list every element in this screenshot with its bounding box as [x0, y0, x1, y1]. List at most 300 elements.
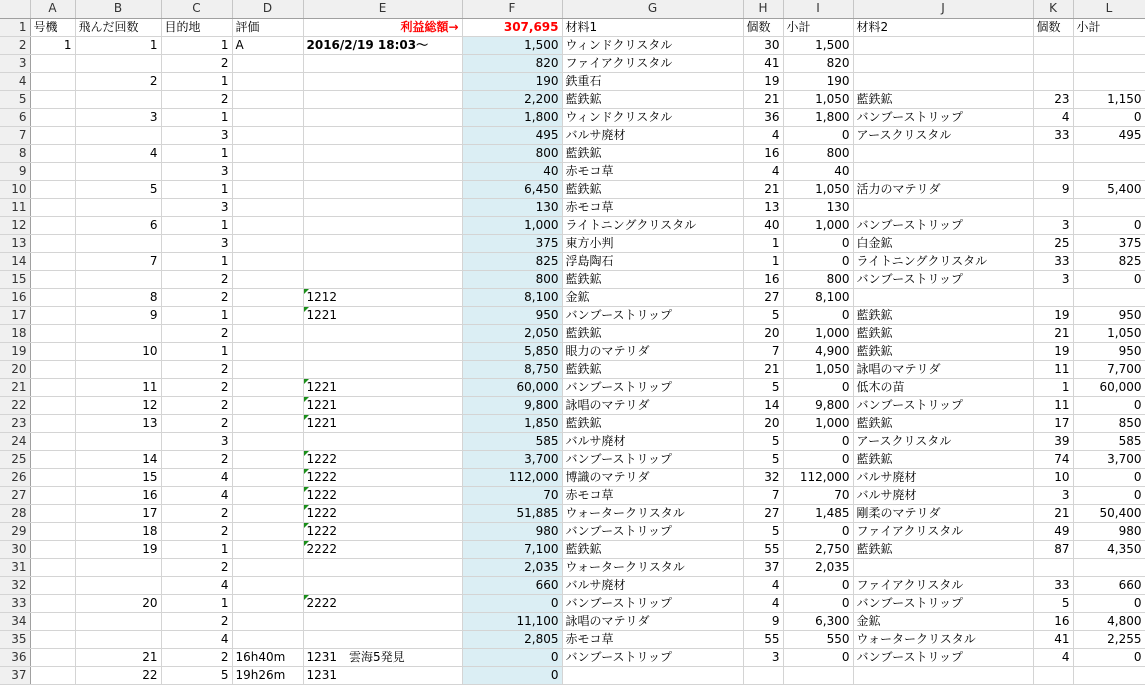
- cell-h24[interactable]: 5: [743, 432, 783, 450]
- cell-c4[interactable]: 1: [161, 72, 232, 90]
- row-header[interactable]: 34: [0, 612, 30, 630]
- cell-b27[interactable]: 16: [75, 486, 161, 504]
- cell-f28[interactable]: 51,885: [462, 504, 562, 522]
- cell-e34[interactable]: [303, 612, 462, 630]
- cell-b4[interactable]: 2: [75, 72, 161, 90]
- cell-j24[interactable]: アースクリスタル: [853, 432, 1033, 450]
- cell-e6[interactable]: [303, 108, 462, 126]
- cell-g31[interactable]: ウォータークリスタル: [562, 558, 743, 576]
- cell-f31[interactable]: 2,035: [462, 558, 562, 576]
- cell-c32[interactable]: 4: [161, 576, 232, 594]
- cell-c12[interactable]: 1: [161, 216, 232, 234]
- cell-f19[interactable]: 5,850: [462, 342, 562, 360]
- cell-d24[interactable]: [232, 432, 303, 450]
- cell-c17[interactable]: 1: [161, 306, 232, 324]
- cell-b20[interactable]: [75, 360, 161, 378]
- cell-l16[interactable]: [1073, 288, 1145, 306]
- cell-l9[interactable]: [1073, 162, 1145, 180]
- cell-i15[interactable]: 800: [783, 270, 853, 288]
- cell-k32[interactable]: 33: [1033, 576, 1073, 594]
- column-header-d[interactable]: D: [232, 0, 303, 18]
- cell-j28[interactable]: 剛柔のマテリダ: [853, 504, 1033, 522]
- cell-a19[interactable]: [30, 342, 75, 360]
- cell-c1[interactable]: 目的地: [161, 18, 232, 36]
- cell-b9[interactable]: [75, 162, 161, 180]
- cell-d28[interactable]: [232, 504, 303, 522]
- cell-h16[interactable]: 27: [743, 288, 783, 306]
- cell-g6[interactable]: ウィンドクリスタル: [562, 108, 743, 126]
- cell-j17[interactable]: 藍鉄鉱: [853, 306, 1033, 324]
- cell-d23[interactable]: [232, 414, 303, 432]
- cell-k3[interactable]: [1033, 54, 1073, 72]
- cell-l18[interactable]: 1,050: [1073, 324, 1145, 342]
- cell-i21[interactable]: 0: [783, 378, 853, 396]
- cell-b10[interactable]: 5: [75, 180, 161, 198]
- cell-k13[interactable]: 25: [1033, 234, 1073, 252]
- cell-d11[interactable]: [232, 198, 303, 216]
- cell-l15[interactable]: 0: [1073, 270, 1145, 288]
- cell-l14[interactable]: 825: [1073, 252, 1145, 270]
- row-header[interactable]: 11: [0, 198, 30, 216]
- cell-e9[interactable]: [303, 162, 462, 180]
- cell-f5[interactable]: 2,200: [462, 90, 562, 108]
- cell-h15[interactable]: 16: [743, 270, 783, 288]
- cell-j30[interactable]: 藍鉄鉱: [853, 540, 1033, 558]
- cell-e31[interactable]: [303, 558, 462, 576]
- cell-i22[interactable]: 9,800: [783, 396, 853, 414]
- cell-h32[interactable]: 4: [743, 576, 783, 594]
- cell-i9[interactable]: 40: [783, 162, 853, 180]
- cell-f32[interactable]: 660: [462, 576, 562, 594]
- cell-i27[interactable]: 70: [783, 486, 853, 504]
- cell-h11[interactable]: 13: [743, 198, 783, 216]
- row-header[interactable]: 7: [0, 126, 30, 144]
- cell-l32[interactable]: 660: [1073, 576, 1145, 594]
- cell-f1[interactable]: 307,695: [462, 18, 562, 36]
- cell-e7[interactable]: [303, 126, 462, 144]
- cell-g1[interactable]: 材料1: [562, 18, 743, 36]
- cell-a12[interactable]: [30, 216, 75, 234]
- cell-e13[interactable]: [303, 234, 462, 252]
- cell-i20[interactable]: 1,050: [783, 360, 853, 378]
- cell-f26[interactable]: 112,000: [462, 468, 562, 486]
- cell-h4[interactable]: 19: [743, 72, 783, 90]
- cell-j8[interactable]: [853, 144, 1033, 162]
- row-header[interactable]: 30: [0, 540, 30, 558]
- cell-c24[interactable]: 3: [161, 432, 232, 450]
- cell-g27[interactable]: 赤モコ草: [562, 486, 743, 504]
- cell-j19[interactable]: 藍鉄鉱: [853, 342, 1033, 360]
- cell-f29[interactable]: 980: [462, 522, 562, 540]
- cell-c6[interactable]: 1: [161, 108, 232, 126]
- cell-i2[interactable]: 1,500: [783, 36, 853, 54]
- cell-l33[interactable]: 0: [1073, 594, 1145, 612]
- column-header-i[interactable]: I: [783, 0, 853, 18]
- column-header-l[interactable]: L: [1073, 0, 1145, 18]
- cell-l2[interactable]: [1073, 36, 1145, 54]
- cell-a6[interactable]: [30, 108, 75, 126]
- cell-a16[interactable]: [30, 288, 75, 306]
- cell-d17[interactable]: [232, 306, 303, 324]
- row-header[interactable]: 14: [0, 252, 30, 270]
- cell-c34[interactable]: 2: [161, 612, 232, 630]
- cell-i35[interactable]: 550: [783, 630, 853, 648]
- row-header[interactable]: 1: [0, 18, 30, 36]
- cell-a35[interactable]: [30, 630, 75, 648]
- cell-d26[interactable]: [232, 468, 303, 486]
- cell-l31[interactable]: [1073, 558, 1145, 576]
- column-header-c[interactable]: C: [161, 0, 232, 18]
- cell-d3[interactable]: [232, 54, 303, 72]
- cell-e19[interactable]: [303, 342, 462, 360]
- cell-a2[interactable]: 1: [30, 36, 75, 54]
- cell-k22[interactable]: 11: [1033, 396, 1073, 414]
- cell-c19[interactable]: 1: [161, 342, 232, 360]
- cell-b5[interactable]: [75, 90, 161, 108]
- cell-b23[interactable]: 13: [75, 414, 161, 432]
- cell-h29[interactable]: 5: [743, 522, 783, 540]
- cell-h3[interactable]: 41: [743, 54, 783, 72]
- cell-i13[interactable]: 0: [783, 234, 853, 252]
- cell-b11[interactable]: [75, 198, 161, 216]
- cell-j32[interactable]: ファイアクリスタル: [853, 576, 1033, 594]
- row-header[interactable]: 17: [0, 306, 30, 324]
- cell-e23[interactable]: 1221: [303, 414, 462, 432]
- cell-j13[interactable]: 白金鉱: [853, 234, 1033, 252]
- cell-j7[interactable]: アースクリスタル: [853, 126, 1033, 144]
- cell-i23[interactable]: 1,000: [783, 414, 853, 432]
- cell-g5[interactable]: 藍鉄鉱: [562, 90, 743, 108]
- cell-j11[interactable]: [853, 198, 1033, 216]
- cell-i28[interactable]: 1,485: [783, 504, 853, 522]
- cell-k27[interactable]: 3: [1033, 486, 1073, 504]
- column-header-a[interactable]: A: [30, 0, 75, 18]
- cell-i10[interactable]: 1,050: [783, 180, 853, 198]
- cell-c25[interactable]: 2: [161, 450, 232, 468]
- cell-l22[interactable]: 0: [1073, 396, 1145, 414]
- cell-j35[interactable]: ウォータークリスタル: [853, 630, 1033, 648]
- cell-h27[interactable]: 7: [743, 486, 783, 504]
- cell-b22[interactable]: 12: [75, 396, 161, 414]
- cell-d34[interactable]: [232, 612, 303, 630]
- row-header[interactable]: 33: [0, 594, 30, 612]
- cell-l28[interactable]: 50,400: [1073, 504, 1145, 522]
- cell-i8[interactable]: 800: [783, 144, 853, 162]
- cell-f6[interactable]: 1,800: [462, 108, 562, 126]
- cell-e37[interactable]: 1231: [303, 666, 462, 684]
- cell-h6[interactable]: 36: [743, 108, 783, 126]
- cell-b3[interactable]: [75, 54, 161, 72]
- cell-k26[interactable]: 10: [1033, 468, 1073, 486]
- cell-f22[interactable]: 9,800: [462, 396, 562, 414]
- cell-g34[interactable]: 詠唱のマテリダ: [562, 612, 743, 630]
- cell-c8[interactable]: 1: [161, 144, 232, 162]
- cell-h19[interactable]: 7: [743, 342, 783, 360]
- cell-g2[interactable]: ウィンドクリスタル: [562, 36, 743, 54]
- select-all-corner[interactable]: [0, 0, 30, 18]
- cell-c29[interactable]: 2: [161, 522, 232, 540]
- cell-g32[interactable]: バルサ廃材: [562, 576, 743, 594]
- cell-g30[interactable]: 藍鉄鉱: [562, 540, 743, 558]
- cell-i37[interactable]: [783, 666, 853, 684]
- cell-e32[interactable]: [303, 576, 462, 594]
- cell-b35[interactable]: [75, 630, 161, 648]
- cell-g3[interactable]: ファイアクリスタル: [562, 54, 743, 72]
- cell-j21[interactable]: 低木の苗: [853, 378, 1033, 396]
- cell-c30[interactable]: 1: [161, 540, 232, 558]
- cell-l36[interactable]: 0: [1073, 648, 1145, 666]
- column-header-e[interactable]: E: [303, 0, 462, 18]
- cell-c11[interactable]: 3: [161, 198, 232, 216]
- cell-d37[interactable]: 19h26m: [232, 666, 303, 684]
- row-header[interactable]: 37: [0, 666, 30, 684]
- cell-g37[interactable]: [562, 666, 743, 684]
- cell-e27[interactable]: 1222: [303, 486, 462, 504]
- cell-g7[interactable]: バルサ廃材: [562, 126, 743, 144]
- cell-l35[interactable]: 2,255: [1073, 630, 1145, 648]
- cell-h30[interactable]: 55: [743, 540, 783, 558]
- cell-f27[interactable]: 70: [462, 486, 562, 504]
- cell-g28[interactable]: ウォータークリスタル: [562, 504, 743, 522]
- cell-c10[interactable]: 1: [161, 180, 232, 198]
- cell-c33[interactable]: 1: [161, 594, 232, 612]
- cell-k10[interactable]: 9: [1033, 180, 1073, 198]
- cell-k35[interactable]: 41: [1033, 630, 1073, 648]
- cell-l24[interactable]: 585: [1073, 432, 1145, 450]
- cell-a1[interactable]: 号機: [30, 18, 75, 36]
- cell-h35[interactable]: 55: [743, 630, 783, 648]
- cell-l27[interactable]: 0: [1073, 486, 1145, 504]
- cell-c26[interactable]: 4: [161, 468, 232, 486]
- cell-f17[interactable]: 950: [462, 306, 562, 324]
- cell-j33[interactable]: バンブーストリップ: [853, 594, 1033, 612]
- row-header[interactable]: 12: [0, 216, 30, 234]
- cell-j6[interactable]: バンブーストリップ: [853, 108, 1033, 126]
- row-header[interactable]: 23: [0, 414, 30, 432]
- cell-g11[interactable]: 赤モコ草: [562, 198, 743, 216]
- cell-k25[interactable]: 74: [1033, 450, 1073, 468]
- cell-b12[interactable]: 6: [75, 216, 161, 234]
- cell-c3[interactable]: 2: [161, 54, 232, 72]
- cell-b8[interactable]: 4: [75, 144, 161, 162]
- row-header[interactable]: 16: [0, 288, 30, 306]
- column-header-b[interactable]: B: [75, 0, 161, 18]
- cell-i31[interactable]: 2,035: [783, 558, 853, 576]
- cell-b29[interactable]: 18: [75, 522, 161, 540]
- cell-k29[interactable]: 49: [1033, 522, 1073, 540]
- cell-e14[interactable]: [303, 252, 462, 270]
- cell-c35[interactable]: 4: [161, 630, 232, 648]
- cell-i16[interactable]: 8,100: [783, 288, 853, 306]
- cell-k16[interactable]: [1033, 288, 1073, 306]
- row-header[interactable]: 31: [0, 558, 30, 576]
- cell-k19[interactable]: 19: [1033, 342, 1073, 360]
- cell-c5[interactable]: 2: [161, 90, 232, 108]
- cell-g19[interactable]: 眼力のマテリダ: [562, 342, 743, 360]
- cell-e18[interactable]: [303, 324, 462, 342]
- cell-a8[interactable]: [30, 144, 75, 162]
- cell-a36[interactable]: [30, 648, 75, 666]
- cell-e33[interactable]: 2222: [303, 594, 462, 612]
- cell-d27[interactable]: [232, 486, 303, 504]
- cell-h1[interactable]: 個数: [743, 18, 783, 36]
- cell-f36[interactable]: 0: [462, 648, 562, 666]
- cell-k14[interactable]: 33: [1033, 252, 1073, 270]
- row-header[interactable]: 9: [0, 162, 30, 180]
- cell-i4[interactable]: 190: [783, 72, 853, 90]
- cell-f18[interactable]: 2,050: [462, 324, 562, 342]
- cell-k8[interactable]: [1033, 144, 1073, 162]
- cell-k31[interactable]: [1033, 558, 1073, 576]
- cell-k37[interactable]: [1033, 666, 1073, 684]
- cell-c21[interactable]: 2: [161, 378, 232, 396]
- cell-a28[interactable]: [30, 504, 75, 522]
- cell-a21[interactable]: [30, 378, 75, 396]
- cell-j20[interactable]: 詠唱のマテリダ: [853, 360, 1033, 378]
- cell-d10[interactable]: [232, 180, 303, 198]
- cell-l5[interactable]: 1,150: [1073, 90, 1145, 108]
- cell-e36[interactable]: 1231 雲海5発見: [303, 648, 462, 666]
- row-header[interactable]: 13: [0, 234, 30, 252]
- cell-d35[interactable]: [232, 630, 303, 648]
- cell-j12[interactable]: バンブーストリップ: [853, 216, 1033, 234]
- cell-k18[interactable]: 21: [1033, 324, 1073, 342]
- cell-e22[interactable]: 1221: [303, 396, 462, 414]
- column-header-f[interactable]: F: [462, 0, 562, 18]
- cell-g12[interactable]: ライトニングクリスタル: [562, 216, 743, 234]
- cell-g24[interactable]: バルサ廃材: [562, 432, 743, 450]
- cell-k23[interactable]: 17: [1033, 414, 1073, 432]
- cell-a7[interactable]: [30, 126, 75, 144]
- cell-d14[interactable]: [232, 252, 303, 270]
- cell-a18[interactable]: [30, 324, 75, 342]
- cell-l34[interactable]: 4,800: [1073, 612, 1145, 630]
- cell-f9[interactable]: 40: [462, 162, 562, 180]
- cell-d36[interactable]: 16h40m: [232, 648, 303, 666]
- cell-e21[interactable]: 1221: [303, 378, 462, 396]
- cell-f30[interactable]: 7,100: [462, 540, 562, 558]
- cell-d8[interactable]: [232, 144, 303, 162]
- cell-f11[interactable]: 130: [462, 198, 562, 216]
- cell-l11[interactable]: [1073, 198, 1145, 216]
- cell-j5[interactable]: 藍鉄鉱: [853, 90, 1033, 108]
- cell-e3[interactable]: [303, 54, 462, 72]
- cell-f10[interactable]: 6,450: [462, 180, 562, 198]
- row-header[interactable]: 2: [0, 36, 30, 54]
- row-header[interactable]: 28: [0, 504, 30, 522]
- cell-d19[interactable]: [232, 342, 303, 360]
- cell-i11[interactable]: 130: [783, 198, 853, 216]
- cell-j26[interactable]: バルサ廃材: [853, 468, 1033, 486]
- cell-j4[interactable]: [853, 72, 1033, 90]
- cell-g21[interactable]: バンブーストリップ: [562, 378, 743, 396]
- cell-j37[interactable]: [853, 666, 1033, 684]
- row-header[interactable]: 27: [0, 486, 30, 504]
- cell-k36[interactable]: 4: [1033, 648, 1073, 666]
- cell-g15[interactable]: 藍鉄鉱: [562, 270, 743, 288]
- cell-j31[interactable]: [853, 558, 1033, 576]
- cell-l7[interactable]: 495: [1073, 126, 1145, 144]
- cell-g8[interactable]: 藍鉄鉱: [562, 144, 743, 162]
- cell-d15[interactable]: [232, 270, 303, 288]
- row-header[interactable]: 20: [0, 360, 30, 378]
- cell-j27[interactable]: バルサ廃材: [853, 486, 1033, 504]
- cell-l30[interactable]: 4,350: [1073, 540, 1145, 558]
- cell-e29[interactable]: 1222: [303, 522, 462, 540]
- cell-b2[interactable]: 1: [75, 36, 161, 54]
- column-header-k[interactable]: K: [1033, 0, 1073, 18]
- cell-f14[interactable]: 825: [462, 252, 562, 270]
- cell-h10[interactable]: 21: [743, 180, 783, 198]
- cell-f3[interactable]: 820: [462, 54, 562, 72]
- cell-l37[interactable]: [1073, 666, 1145, 684]
- cell-g35[interactable]: 赤モコ草: [562, 630, 743, 648]
- cell-j14[interactable]: ライトニングクリスタル: [853, 252, 1033, 270]
- row-header[interactable]: 29: [0, 522, 30, 540]
- cell-c7[interactable]: 3: [161, 126, 232, 144]
- row-header[interactable]: 24: [0, 432, 30, 450]
- cell-k6[interactable]: 4: [1033, 108, 1073, 126]
- cell-k1[interactable]: 個数: [1033, 18, 1073, 36]
- cell-i32[interactable]: 0: [783, 576, 853, 594]
- row-header[interactable]: 3: [0, 54, 30, 72]
- cell-j3[interactable]: [853, 54, 1033, 72]
- cell-k9[interactable]: [1033, 162, 1073, 180]
- cell-c28[interactable]: 2: [161, 504, 232, 522]
- row-header[interactable]: 25: [0, 450, 30, 468]
- cell-b36[interactable]: 21: [75, 648, 161, 666]
- cell-b33[interactable]: 20: [75, 594, 161, 612]
- cell-l8[interactable]: [1073, 144, 1145, 162]
- cell-l29[interactable]: 980: [1073, 522, 1145, 540]
- cell-e12[interactable]: [303, 216, 462, 234]
- cell-f21[interactable]: 60,000: [462, 378, 562, 396]
- cell-l19[interactable]: 950: [1073, 342, 1145, 360]
- cell-l25[interactable]: 3,700: [1073, 450, 1145, 468]
- cell-h25[interactable]: 5: [743, 450, 783, 468]
- cell-a14[interactable]: [30, 252, 75, 270]
- cell-i33[interactable]: 0: [783, 594, 853, 612]
- cell-i17[interactable]: 0: [783, 306, 853, 324]
- cell-h5[interactable]: 21: [743, 90, 783, 108]
- row-header[interactable]: 26: [0, 468, 30, 486]
- cell-b30[interactable]: 19: [75, 540, 161, 558]
- cell-g16[interactable]: 金鉱: [562, 288, 743, 306]
- cell-i26[interactable]: 112,000: [783, 468, 853, 486]
- cell-d21[interactable]: [232, 378, 303, 396]
- cell-e20[interactable]: [303, 360, 462, 378]
- cell-i1[interactable]: 小計: [783, 18, 853, 36]
- cell-k12[interactable]: 3: [1033, 216, 1073, 234]
- cell-e30[interactable]: 2222: [303, 540, 462, 558]
- cell-c16[interactable]: 2: [161, 288, 232, 306]
- cell-e10[interactable]: [303, 180, 462, 198]
- cell-i29[interactable]: 0: [783, 522, 853, 540]
- cell-j34[interactable]: 金鉱: [853, 612, 1033, 630]
- cell-b14[interactable]: 7: [75, 252, 161, 270]
- cell-k24[interactable]: 39: [1033, 432, 1073, 450]
- cell-h2[interactable]: 30: [743, 36, 783, 54]
- cell-e2[interactable]: 2016/2/19 18:03～: [303, 36, 462, 54]
- cell-b21[interactable]: 11: [75, 378, 161, 396]
- cell-g20[interactable]: 藍鉄鉱: [562, 360, 743, 378]
- cell-h20[interactable]: 21: [743, 360, 783, 378]
- cell-f33[interactable]: 0: [462, 594, 562, 612]
- cell-a20[interactable]: [30, 360, 75, 378]
- cell-h28[interactable]: 27: [743, 504, 783, 522]
- cell-b6[interactable]: 3: [75, 108, 161, 126]
- cell-b7[interactable]: [75, 126, 161, 144]
